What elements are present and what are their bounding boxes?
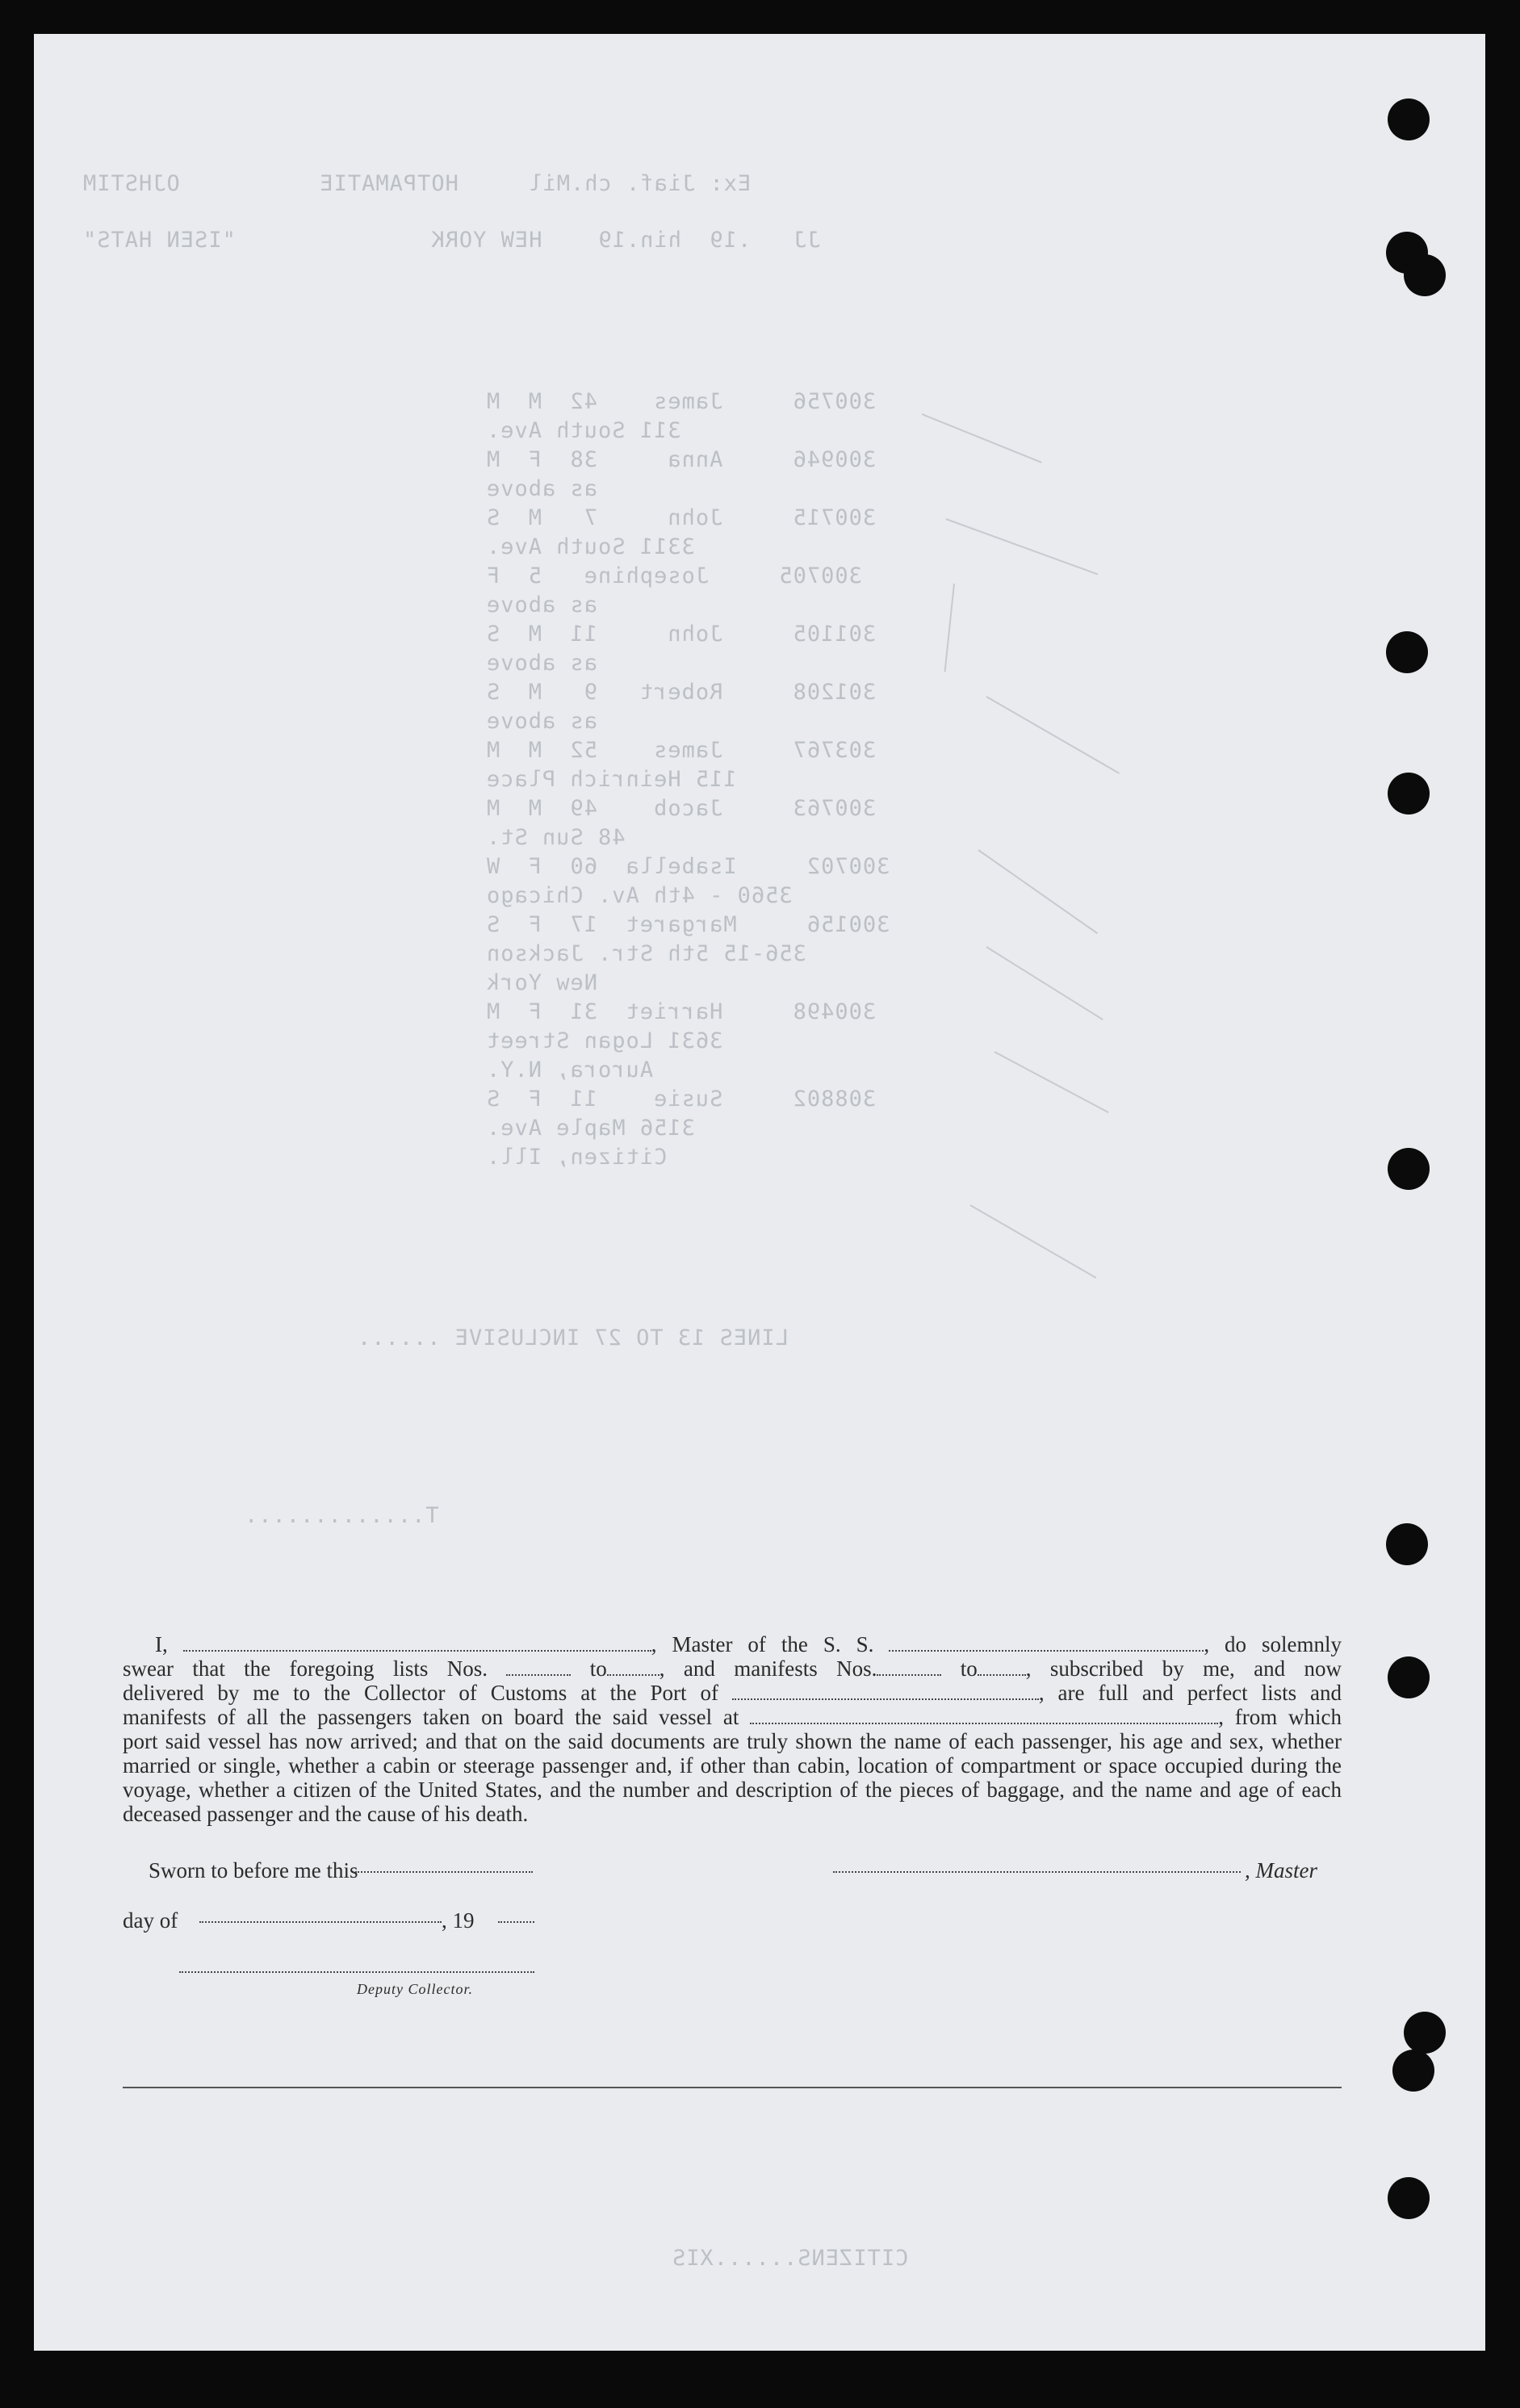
bleed-through-row: as above [486,651,598,676]
list-to-field[interactable] [607,1660,660,1676]
bleed-check-mark [946,518,1099,575]
oath-line-4: manifests of all the passengers taken on board the said vessel at , from which [123,1705,1342,1729]
binder-hole [1404,254,1446,296]
binder-hole [1386,1523,1428,1565]
bleed-check-mark [994,1051,1109,1113]
list-from-field[interactable] [506,1660,571,1676]
bleed-through-row: 301105 John 11 M S [486,622,877,647]
sworn-label: Sworn to before me this [149,1858,358,1882]
bleed-check-mark [986,696,1120,774]
bleed-through-row: 3311 South Ave. [486,534,695,559]
bleed-through-row: 300715 John 7 M S [486,505,877,530]
binder-hole [1404,2012,1446,2054]
oath-line-2: swear that the foregoing lists Nos. to , and manifests Nos. to , subscribed by me, and now [123,1656,1342,1681]
bleed-through-row: as above [486,709,598,734]
bleed-through-row: 48 Sun St. [486,825,626,850]
manifest-to-field[interactable] [978,1660,1026,1676]
ship-name-field[interactable] [889,1635,1204,1652]
bleed-through-header-1: Ex: Jiaf. ch.Mil HOTPAMATIE OJHSTIM [82,171,752,196]
binder-hole [1388,773,1430,815]
bleed-through-row: 303767 James 52 M M [486,738,877,763]
binder-hole [1386,631,1428,673]
bleed-through-row: 300756 James 42 M M [486,389,877,414]
binder-hole [1388,1148,1430,1190]
oath-line-1: I, , Master of the S. S. , do solemnly [155,1632,1342,1656]
bleed-through-header-2: JJ .19 hin.19 HEW YORK "ISEN HATS" [82,228,821,253]
year-field[interactable] [498,1921,534,1923]
deputy-collector-label: Deputy Collector. [357,1981,473,1997]
binder-hole [1392,2050,1434,2092]
master-name-field[interactable] [183,1635,651,1652]
bleed-through-row: 300702 Isabella 60 F W [486,854,890,879]
bleed-through-row: 300763 Jacob 49 M M [486,796,877,821]
bleed-through-row: 356-15 5th Str. Jackson [486,941,806,966]
bleed-check-mark [978,849,1098,934]
bleed-through-row: 300156 Margaret 17 F S [486,912,890,937]
bleed-through-row: 3560 - 4th Av. Chicago [486,883,793,908]
month-field[interactable] [199,1921,442,1923]
binder-hole [1388,98,1430,140]
form-page [34,34,1485,2351]
master-signature-field[interactable] [833,1871,1241,1873]
bleed-check-mark [970,1204,1097,1279]
oath-line-3: delivered by me to the Collector of Customs at the Port of , are full and perfect lists and [123,1681,1342,1705]
departure-port-field[interactable] [750,1708,1218,1724]
bleed-through-row: 301208 Robert 9 M S [486,680,877,705]
bleed-through-row: 115 Heinrich Place [486,767,737,792]
bleed-check-mark [986,946,1103,1020]
bottom-rule [123,2087,1342,2088]
day-of-label: day of [123,1908,178,1933]
master-oath [123,1632,1342,1826]
bleed-through-row: 300946 Anna 38 F M [486,447,877,472]
oath-body: port said vessel has now arrived; and that on the said documents are truly shown the name of each passenger, his age and sex, whether married or single, whether a cabin or steerage passenger and, if other than cabin, location of compartment or space occupied during the voyage, whether a citizen of the United States, and the number and description of the pieces of baggage, and the name and age of each deceased passenger and the cause of his death. [123,1729,1342,1826]
bleed-through-row: New York [486,970,598,995]
port-field[interactable] [732,1684,1039,1700]
bleed-through-row: as above [486,476,598,501]
bleed-through-row: 308802 Susie 11 F S [486,1087,877,1112]
bleed-through-row: 3156 Maple Ave. [486,1116,695,1141]
sworn-date-field[interactable] [355,1871,533,1873]
bleed-through-row: 3631 Logan Street [486,1028,723,1053]
deputy-signature-field[interactable] [179,1971,534,1973]
manifest-from-field[interactable] [877,1660,941,1676]
binder-hole [1388,1656,1430,1698]
bleed-check-mark [944,584,955,672]
bleed-through-row: 311 South Ave. [486,418,681,443]
bleed-through-tally: LINES 13 TO 27 INCLUSIVE ...... [357,1325,789,1351]
bleed-through-row: Aurora, N.Y. [486,1057,654,1083]
bleed-through-row: Citizen, Ill. [486,1145,668,1170]
bleed-through-footer: CITIZENS......XIS [672,2246,909,2271]
bleed-through-row: 300498 Harriet 31 F M [486,999,877,1024]
bleed-check-mark [922,413,1042,463]
bleed-through-row: as above [486,593,598,618]
year-label: , 19 [442,1908,475,1933]
bleed-through-signature: T............. [244,1503,439,1528]
bleed-through-row: 300705 Josephine 5 F [486,563,862,588]
binder-hole [1388,2177,1430,2219]
master-label: , Master [1245,1858,1317,1882]
